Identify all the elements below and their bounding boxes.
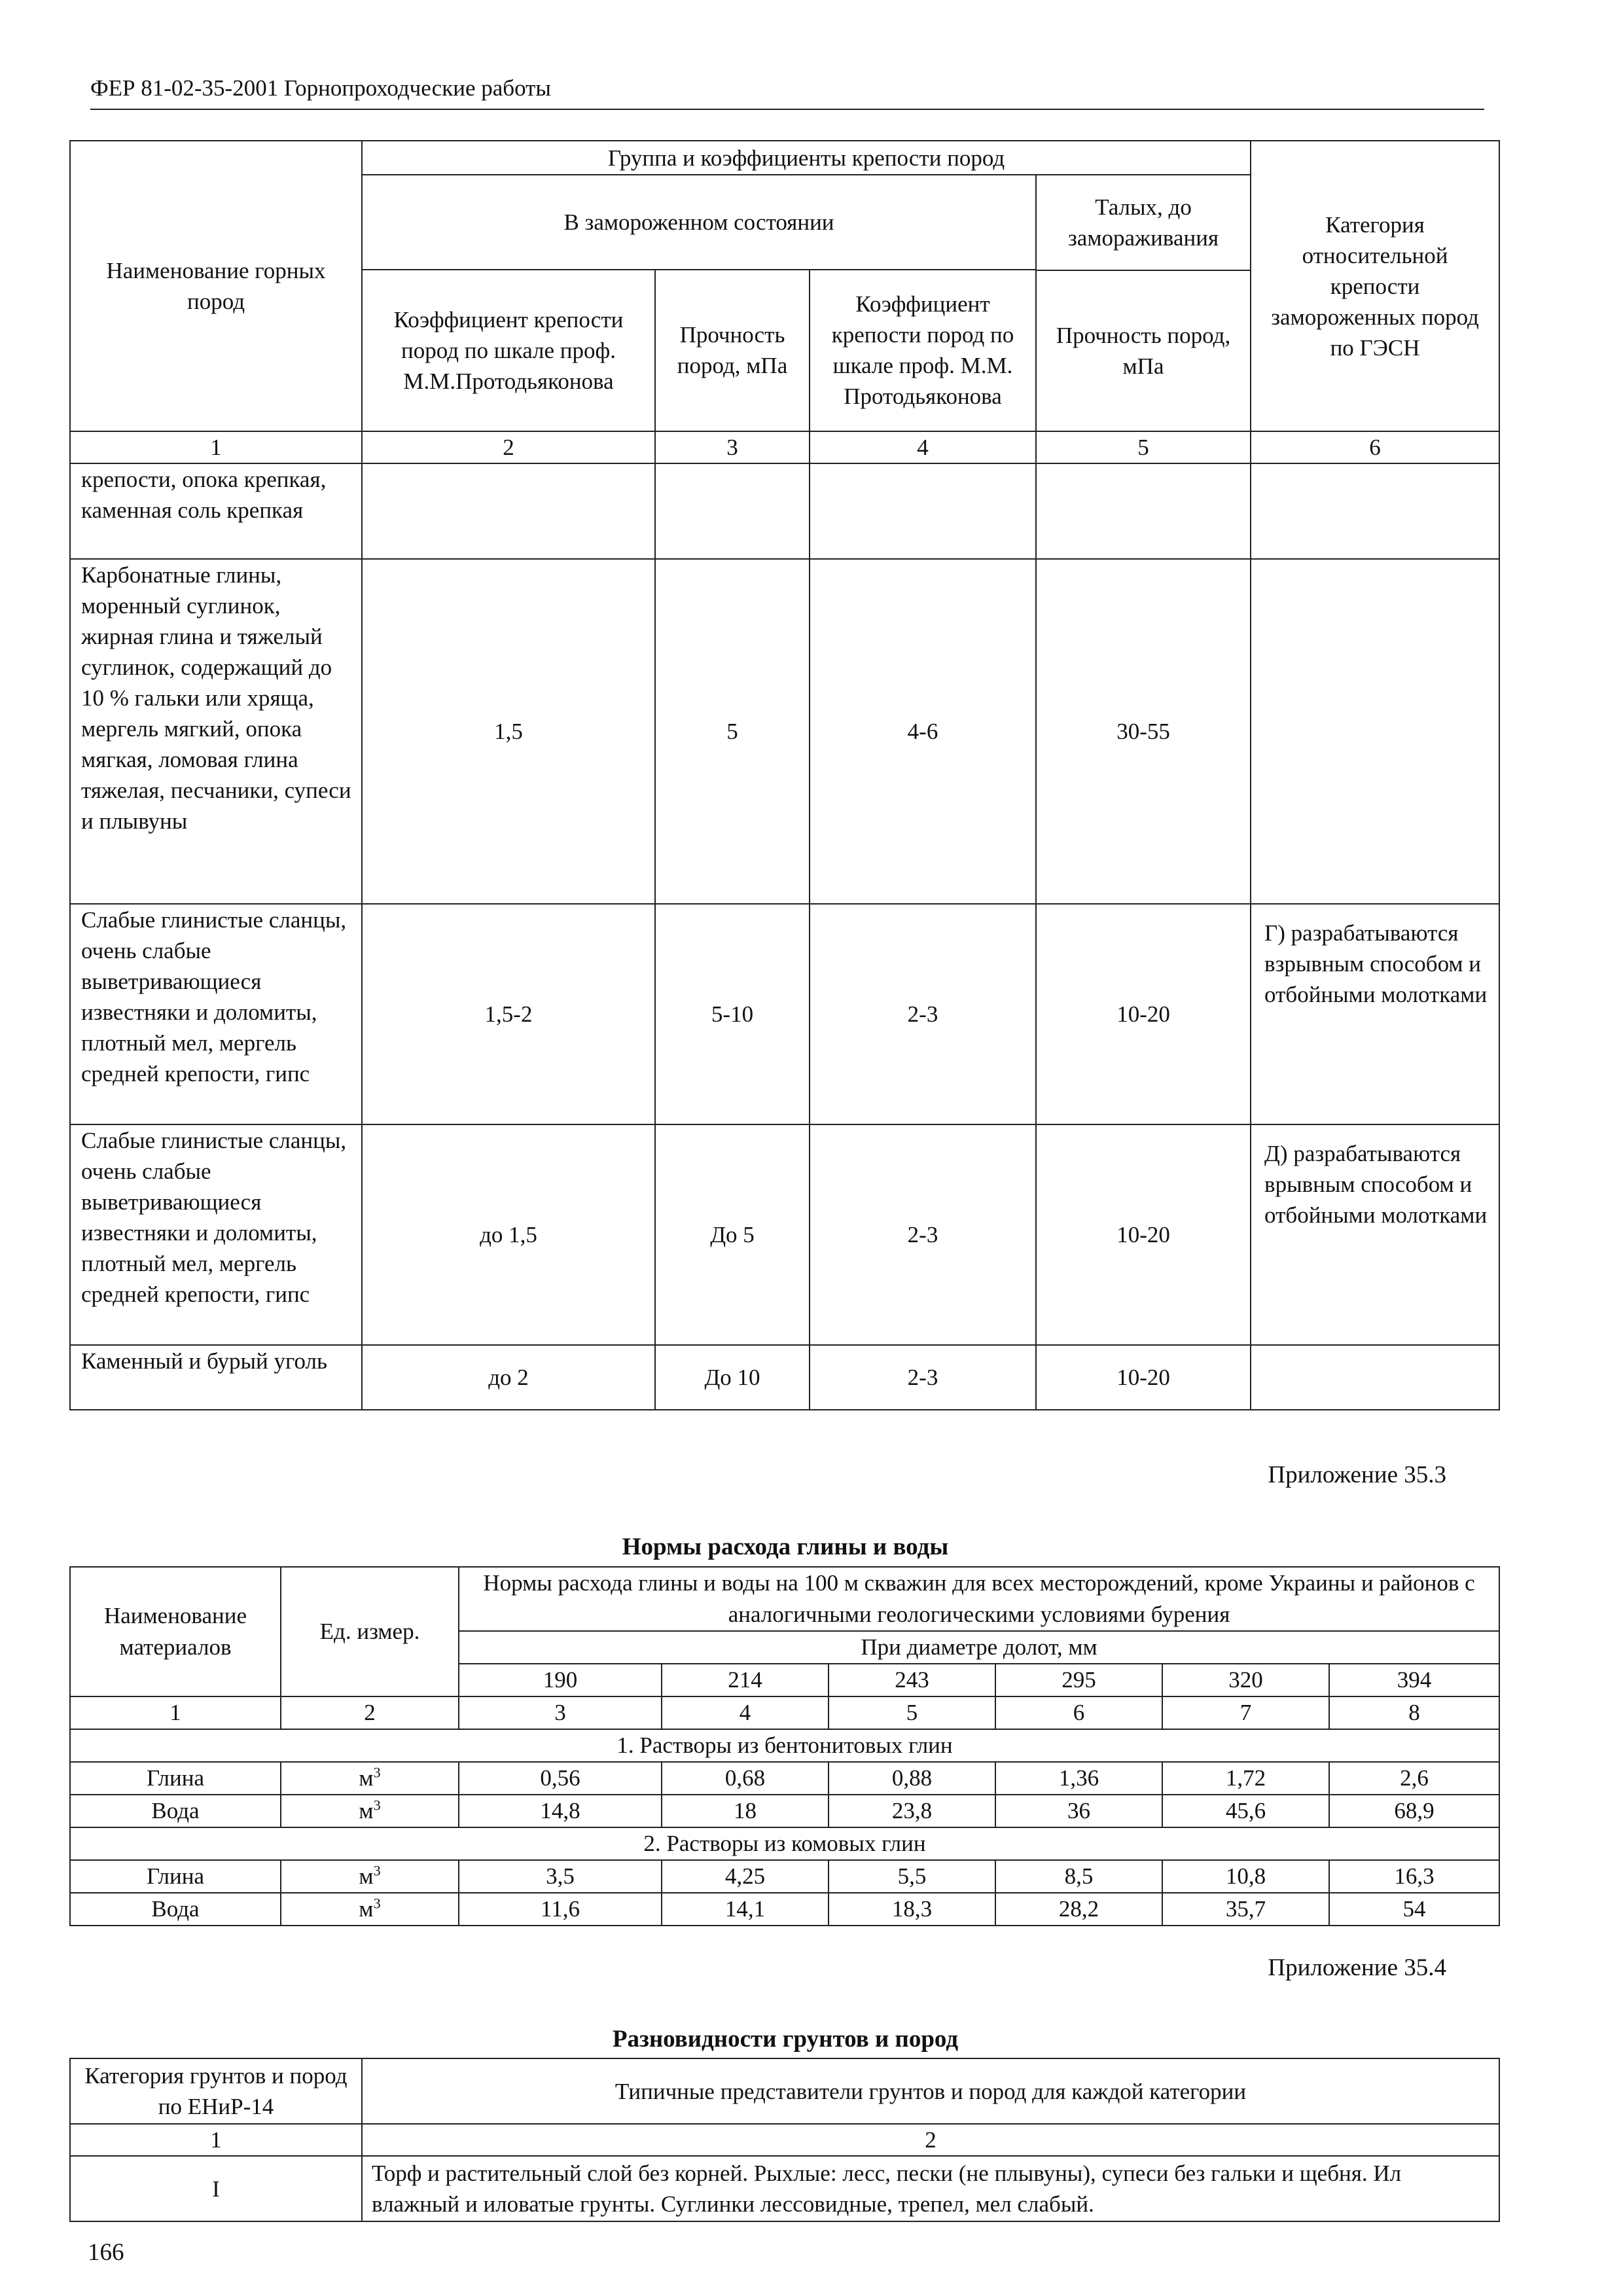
cell-thawed-strength: 10-20: [1036, 1345, 1251, 1410]
thawed-header-text: Талых, до замораживания: [1067, 194, 1219, 251]
material-name: Глина: [70, 1762, 281, 1795]
material-name: Вода: [70, 1795, 281, 1827]
column-numbers-row: [70, 431, 1499, 463]
material-name: Глина: [70, 1860, 281, 1893]
col-num: 5: [829, 1696, 995, 1729]
cell-coef: 1,5-2: [362, 904, 655, 1124]
group-header: Группа и коэффициенты крепости пород: [362, 141, 1251, 175]
cell-coef-2: 2-3: [810, 1345, 1036, 1410]
diameter-value: 320: [1162, 1664, 1329, 1696]
table-row: [70, 1124, 1499, 1345]
category-header: Категория относительной крепости замороженных пород по ГЭСН: [1251, 141, 1499, 431]
norm-value: 1,36: [995, 1762, 1162, 1795]
materials-header: Наименование материалов: [70, 1567, 281, 1696]
norm-value: 10,8: [1162, 1860, 1329, 1893]
col-num: 5: [1036, 431, 1251, 463]
col-num: 1: [70, 2124, 362, 2156]
norm-value: 54: [1329, 1893, 1499, 1926]
unit-cell: [281, 1893, 459, 1926]
cell-coef: до 2: [362, 1345, 655, 1410]
cell-thawed-strength: 30-55: [1036, 559, 1251, 904]
cell-category: [1251, 559, 1499, 904]
coef-header-frozen-2: Коэффициент крепости пород по шкале проф. М.М. Протодьяконова: [810, 270, 1036, 431]
cell-strength: До 10: [655, 1345, 810, 1410]
section-title: 2. Растворы из комовых глин: [70, 1827, 1499, 1860]
norm-value: 45,6: [1162, 1795, 1329, 1827]
diameter-value: 190: [459, 1664, 662, 1696]
appendix-label-35-3: Приложение 35.3: [1268, 1462, 1446, 1488]
norm-value: 11,6: [459, 1893, 662, 1926]
rock-name: Слабые глинистые сланцы, очень слабые выветривающиеся известняки и доломиты, плотный мел, мергель средней крепости, гипс: [70, 904, 362, 1124]
unit-header: Ед. измер.: [281, 1567, 459, 1696]
table-row: [70, 2156, 1499, 2221]
rock-strength-table: [69, 140, 1500, 1410]
unit-text: м: [359, 1863, 374, 1889]
cell-strength: [655, 463, 810, 559]
cell-coef-2: 2-3: [810, 1124, 1036, 1345]
unit-text: м: [359, 1765, 374, 1791]
cell-category: [1251, 463, 1499, 559]
column-numbers-row: [70, 2124, 1499, 2156]
thawed-strength-header: Прочность пород, мПа: [1056, 323, 1231, 379]
col-num: 2: [362, 2124, 1499, 2156]
norm-value: 4,25: [662, 1860, 829, 1893]
table-row: [70, 1893, 1499, 1926]
frozen-state-header: В замороженном состоянии: [362, 175, 1036, 270]
norm-value: 0,68: [662, 1762, 829, 1795]
appendix-label-35-4: Приложение 35.4: [1268, 1954, 1446, 1981]
norm-value: 8,5: [995, 1860, 1162, 1893]
unit-exponent: 3: [373, 1862, 381, 1879]
table2-title: Нормы расхода глины и воды: [622, 1534, 949, 1560]
table-row: [70, 1345, 1499, 1410]
rock-name: Слабые глинистые сланцы, очень слабые выветривающиеся известняки и доломиты, плотный мел, мергель средней крепости, гипс: [70, 1124, 362, 1345]
col-num: 3: [459, 1696, 662, 1729]
norm-value: 36: [995, 1795, 1162, 1827]
diameter-value: 214: [662, 1664, 829, 1696]
cell-coef-2: 2-3: [810, 904, 1036, 1124]
page-number: 166: [88, 2239, 124, 2266]
col-num: 2: [281, 1696, 459, 1729]
cell-coef-2: 4-6: [810, 559, 1036, 904]
table-row: [70, 904, 1499, 1124]
cell-strength: 5-10: [655, 904, 810, 1124]
col-num: 3: [655, 431, 810, 463]
col-num: 8: [1329, 1696, 1499, 1729]
unit-exponent: 3: [373, 1764, 381, 1781]
norm-value: 2,6: [1329, 1762, 1499, 1795]
cell-coef: 1,5: [362, 559, 655, 904]
col-num: 1: [70, 431, 362, 463]
norm-value: 18: [662, 1795, 829, 1827]
col-num: 6: [1251, 431, 1499, 463]
cell-strength: До 5: [655, 1124, 810, 1345]
rock-name: крепости, опока крепкая, каменная соль крепкая: [70, 463, 362, 559]
unit-cell: [281, 1860, 459, 1893]
diameter-value: 243: [829, 1664, 995, 1696]
cell-category: Г) разрабатываются взрывным способом и отбойными молотками: [1251, 904, 1499, 1124]
unit-text: м: [359, 1896, 374, 1922]
table-row: [70, 1860, 1499, 1893]
unit-cell: [281, 1795, 459, 1827]
cell-thawed-strength: 10-20: [1036, 904, 1251, 1124]
unit-exponent: 3: [373, 1895, 381, 1912]
table3-title: Разновидности грунтов и пород: [612, 2026, 959, 2053]
norm-value: 68,9: [1329, 1795, 1499, 1827]
category-cell: I: [70, 2156, 362, 2221]
unit-exponent: 3: [373, 1797, 381, 1814]
strength-header-frozen: Прочность пород, мПа: [655, 270, 810, 431]
col-num: 1: [70, 1696, 281, 1729]
cell-coef: до 1,5: [362, 1124, 655, 1345]
col-num: 7: [1162, 1696, 1329, 1729]
rock-name: Каменный и бурый уголь: [70, 1345, 362, 1410]
norm-value: 1,72: [1162, 1762, 1329, 1795]
norm-value: 23,8: [829, 1795, 995, 1827]
representatives-header: Типичные представители грунтов и пород для каждой категории: [362, 2058, 1499, 2124]
unit-text: м: [359, 1798, 374, 1823]
col-num: 2: [362, 431, 655, 463]
norm-value: 5,5: [829, 1860, 995, 1893]
col-num: 4: [662, 1696, 829, 1729]
table-row: [70, 463, 1499, 559]
category-header: Категория грунтов и пород по ЕНиР-14: [70, 2058, 362, 2124]
cell-coef-2: [810, 463, 1036, 559]
cell-thawed-strength: 10-20: [1036, 1124, 1251, 1345]
diameter-header: При диаметре долот, мм: [459, 1631, 1499, 1664]
norm-value: 0,56: [459, 1762, 662, 1795]
soil-types-table: [69, 2058, 1500, 2222]
norm-value: 3,5: [459, 1860, 662, 1893]
rock-name: Карбонатные глины, моренный суглинок, жирная глина и тяжелый суглинок, содержащий до 10 % гальки или хряща, мергель мягкий, опока мягкая, ломовая глина тяжелая, песчаники, супеси и плывуны: [70, 559, 362, 904]
norm-value: 14,1: [662, 1893, 829, 1926]
cell-category: Д) разрабатываются врывным способом и отбойными молотками: [1251, 1124, 1499, 1345]
header-rule: [90, 109, 1484, 110]
unit-cell: [281, 1762, 459, 1795]
norm-value: 18,3: [829, 1893, 995, 1926]
norm-value: 0,88: [829, 1762, 995, 1795]
col-rock-name-header: Наименование горных пород: [70, 141, 362, 431]
table-row: [70, 1795, 1499, 1827]
material-name: Вода: [70, 1893, 281, 1926]
cell-thawed-strength: [1036, 463, 1251, 559]
section-title: 1. Растворы из бентонитовых глин: [70, 1729, 1499, 1762]
norm-value: 14,8: [459, 1795, 662, 1827]
norm-value: 35,7: [1162, 1893, 1329, 1926]
cell-strength: 5: [655, 559, 810, 904]
cell-category: [1251, 1345, 1499, 1410]
cell-coef: [362, 463, 655, 559]
diameter-value: 295: [995, 1664, 1162, 1696]
clay-water-norms-table: [69, 1566, 1500, 1926]
col-num: 6: [995, 1696, 1162, 1729]
column-numbers-row: [70, 1696, 1499, 1729]
col-num: 4: [810, 431, 1036, 463]
norm-value: 16,3: [1329, 1860, 1499, 1893]
table-row: [70, 559, 1499, 904]
norms-header: Нормы расхода глины и воды на 100 м скважин для всех месторождений, кроме Украины и районов с аналогичными геологическими условиями бурения: [459, 1567, 1499, 1631]
thawed-header: [1036, 175, 1251, 431]
norm-value: 28,2: [995, 1893, 1162, 1926]
running-header: ФЕР 81-02-35-2001 Горнопроходческие работы: [90, 75, 551, 101]
description-cell: Торф и растительный слой без корней. Рыхлые: лесс, пески (не плывуны), супеси без гальки и щебня. Ил влажный и иловатые грунты. Суглинки лессовидные, трепел, мел слабый.: [362, 2156, 1499, 2221]
coef-header-frozen: Коэффициент крепости пород по шкале проф. М.М.Протодьяконова: [362, 270, 655, 431]
table-row: [70, 1762, 1499, 1795]
diameter-value: 394: [1329, 1664, 1499, 1696]
